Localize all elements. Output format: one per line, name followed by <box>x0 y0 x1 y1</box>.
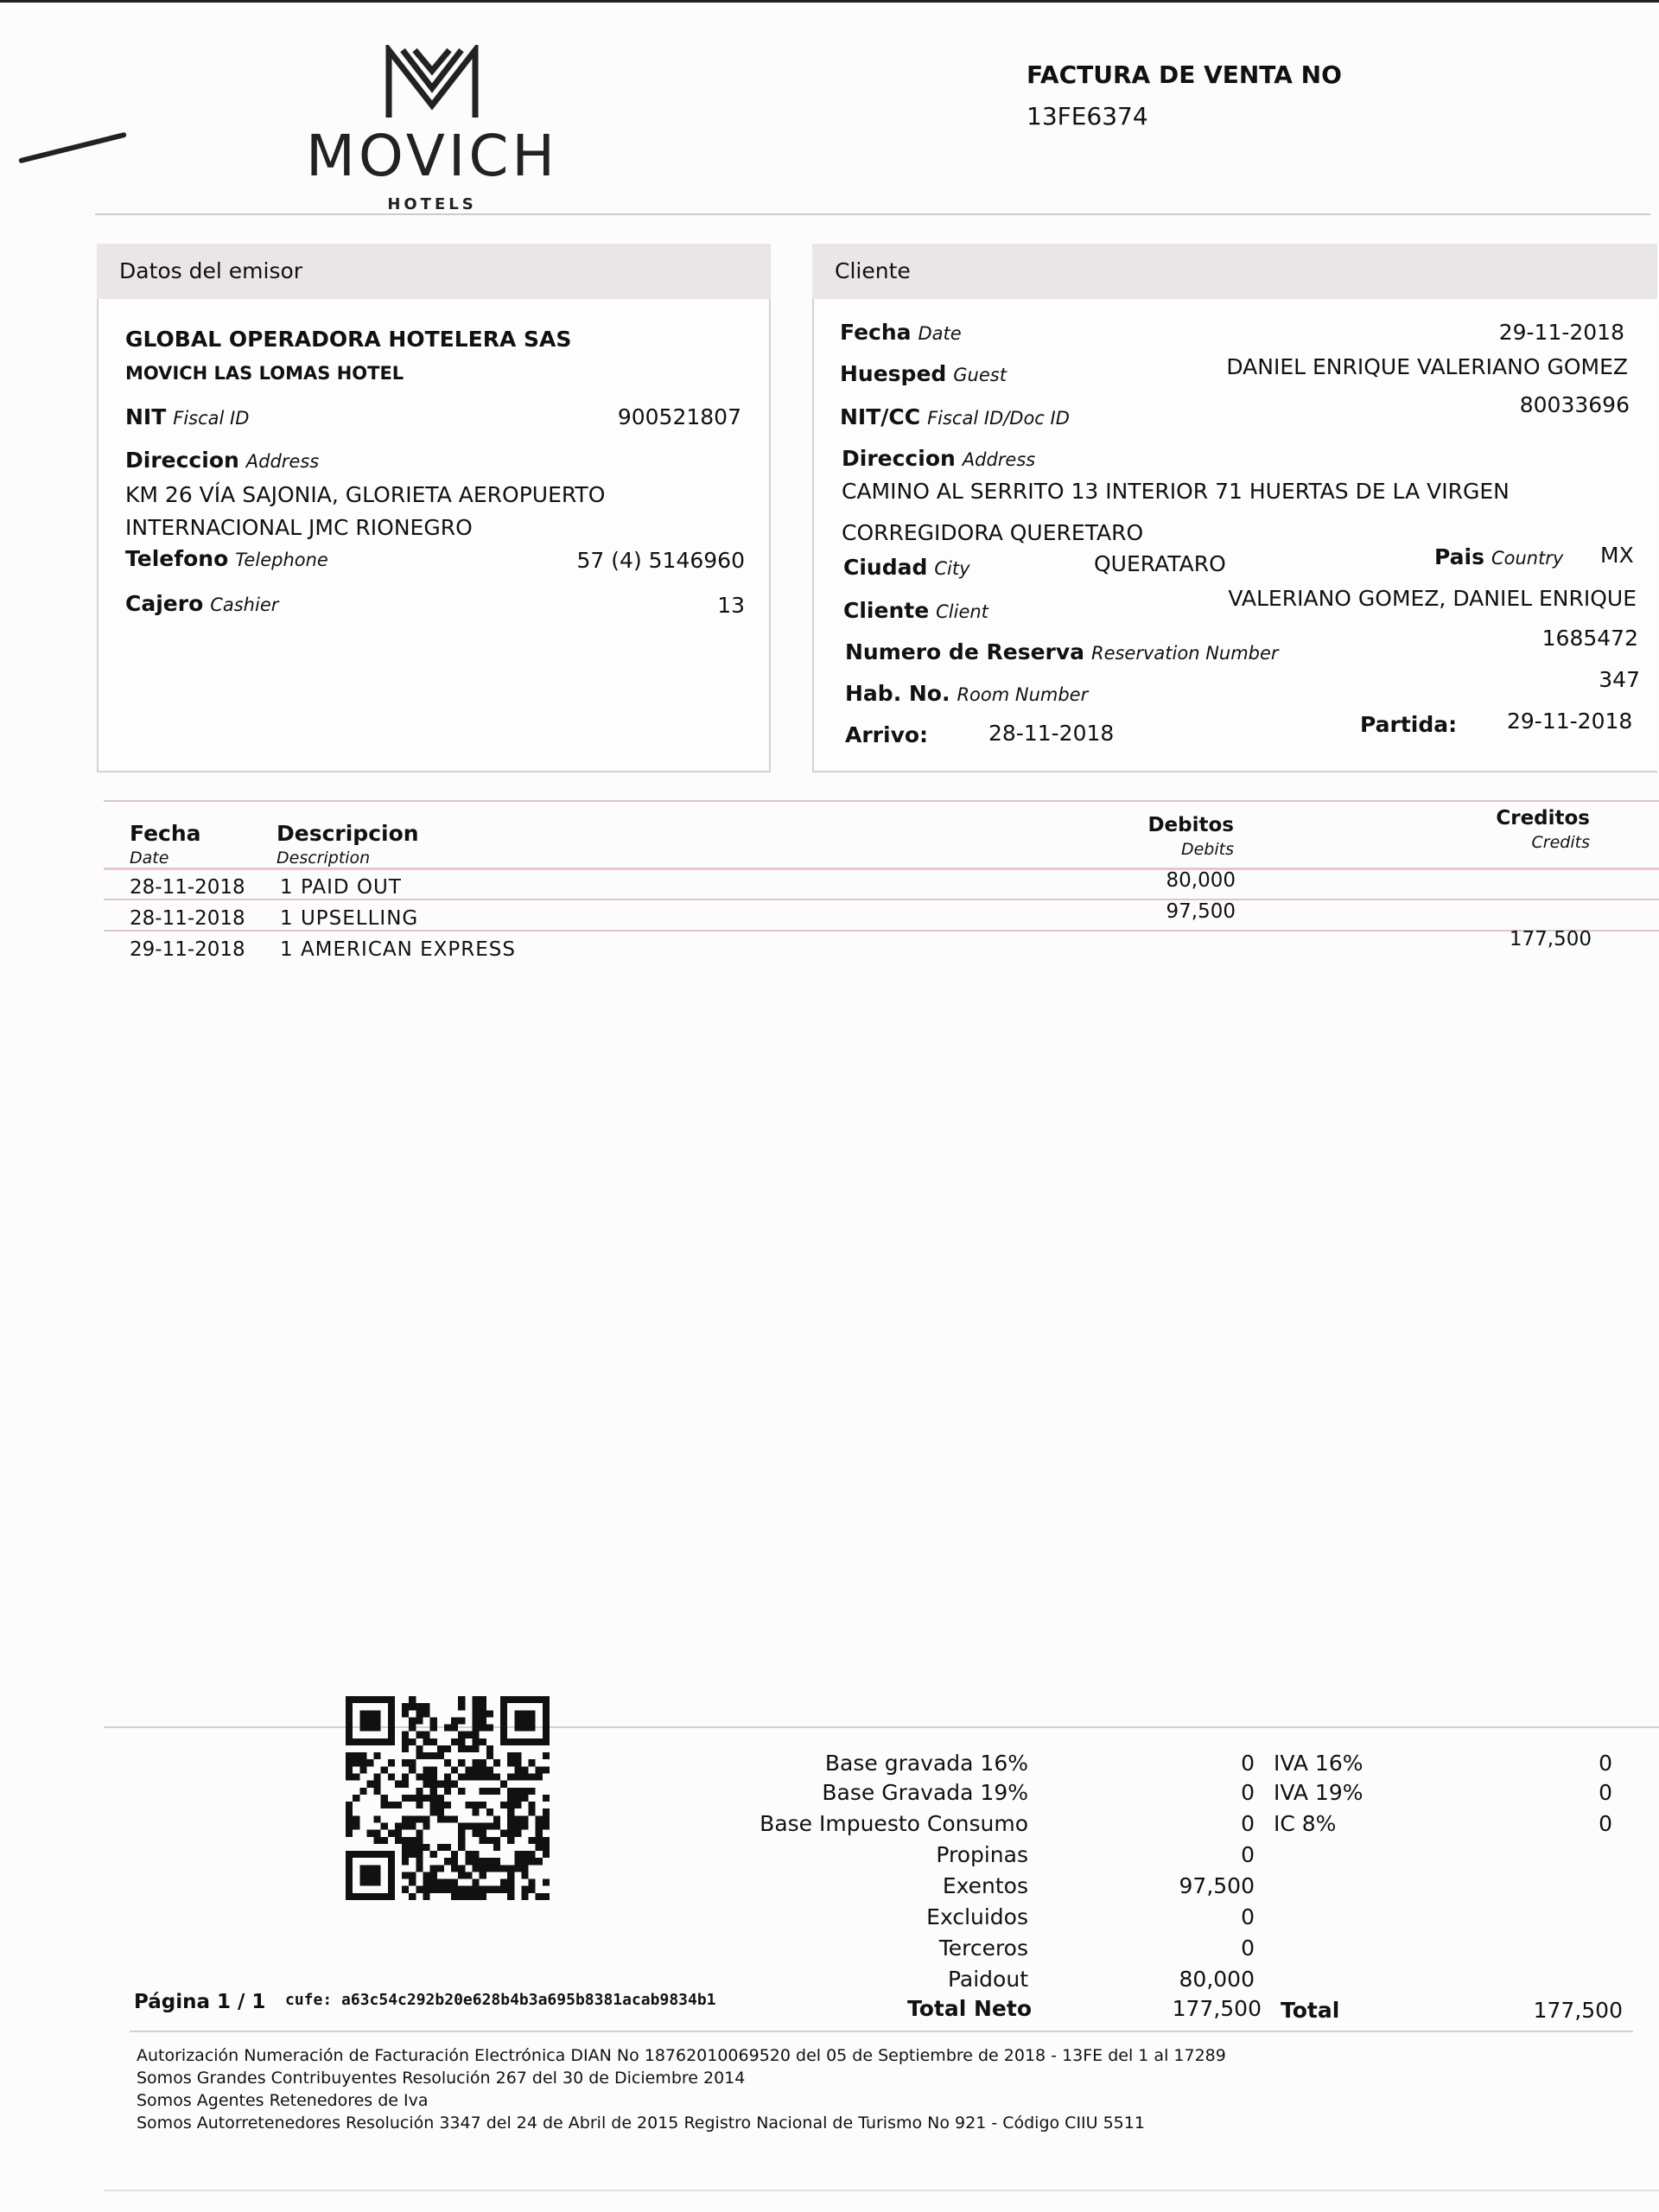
cliente-huesped-label: Huesped Guest <box>840 361 1007 386</box>
divider-top <box>95 213 1650 215</box>
col-descripcion-sub: Description <box>276 849 371 868</box>
col-creditos-sub: Credits <box>1531 833 1590 852</box>
table-top-line <box>104 800 1659 802</box>
cliente-partida-value: 29-11-2018 <box>1507 709 1633 734</box>
totals-label: Base Impuesto Consumo <box>760 1811 1028 1836</box>
row1-debit: 80,000 <box>1166 869 1236 892</box>
totals-value: 0 <box>1241 1751 1255 1776</box>
totals-value: 0 <box>1241 1936 1255 1961</box>
qr-code-image <box>346 1696 550 1900</box>
movich-m-icon <box>276 45 588 123</box>
footer-line-4: Somos Autorretenedores Resolución 3347 del 24 de Abril de 2015 Registro Nacional de Turismo No 921 - Código CIIU 5511 <box>137 2113 1145 2133</box>
emisor-nit-label: NIT Fiscal ID <box>125 404 250 429</box>
logo-word: MOVICH <box>305 123 559 189</box>
pagina: Página 1 / 1 <box>134 1991 266 2013</box>
totals-value: 97,500 <box>1179 1873 1255 1898</box>
cliente-reserva-value: 1685472 <box>1541 626 1638 651</box>
cliente-fecha-label: Fecha Date <box>840 320 962 345</box>
cliente-pais-label: Pais Country <box>1434 544 1564 569</box>
col-fecha: Fecha <box>130 821 201 846</box>
cliente-hab-value: 347 <box>1599 667 1640 692</box>
emisor-hotel: MOVICH LAS LOMAS HOTEL <box>125 363 404 384</box>
cliente-fecha-value: 29-11-2018 <box>1498 320 1624 345</box>
row1-line <box>104 899 1659 900</box>
row2-debit: 97,500 <box>1166 900 1236 923</box>
emisor-dir-line1: KM 26 VÍA SAJONIA, GLORIETA AEROPUERTO <box>125 482 606 507</box>
cliente-reserva-label: Numero de Reserva Reservation Number <box>845 639 1279 664</box>
totals-value: 80,000 <box>1179 1967 1255 1992</box>
totals-label: Base Gravada 19% <box>822 1780 1028 1805</box>
pen-mark <box>18 132 127 164</box>
cliente-pais-value: MX <box>1600 543 1634 568</box>
qr-code <box>346 1696 550 1900</box>
tax-value: 0 <box>1599 1780 1612 1805</box>
totals-label: Base gravada 16% <box>824 1751 1028 1776</box>
cliente-header: Cliente <box>812 244 1657 299</box>
col-debitos-sub: Debits <box>1180 840 1234 859</box>
totals-label: Excluidos <box>926 1904 1028 1929</box>
totals-label: Paidout <box>947 1967 1028 1992</box>
cliente-hab-label: Hab. No. Room Number <box>845 681 1089 706</box>
cufe: cufe: a63c54c292b20e628b4b3a695b8381acab9834b1 <box>285 1991 716 2009</box>
cliente-dir-line2: CORREGIDORA QUERETARO <box>842 520 1144 545</box>
cliente-dir-label: Direccion Address <box>842 446 1036 471</box>
tax-value: 0 <box>1599 1811 1612 1836</box>
cliente-arrivo-label: Arrivo: <box>845 722 929 747</box>
logo-sub: HOTELS <box>387 195 477 213</box>
footer-top-line <box>130 2031 1633 2032</box>
totals-top-line <box>104 1726 1659 1728</box>
tax-label: IC 8% <box>1274 1811 1337 1836</box>
col-descripcion: Descripcion <box>276 821 419 846</box>
emisor-dir-line2: INTERNACIONAL JMC RIONEGRO <box>125 515 473 540</box>
footer-line-2: Somos Grandes Contribuyentes Resolución 267 del 30 de Diciembre 2014 <box>137 2069 746 2088</box>
emisor-tel-label: Telefono Telephone <box>125 546 328 571</box>
cliente-nit-label: NIT/CC Fiscal ID/Doc ID <box>840 404 1070 429</box>
emisor-tel-value: 57 (4) 5146960 <box>576 548 745 573</box>
invoice-title: FACTURA DE VENTA NO <box>1027 60 1342 89</box>
totals-value: 0 <box>1241 1780 1255 1805</box>
bottom-line <box>104 2190 1659 2191</box>
cliente-partida-label: Partida: <box>1360 712 1458 737</box>
col-debitos: Debitos <box>1147 814 1234 836</box>
cliente-dir-line1: CAMINO AL SERRITO 13 INTERIOR 71 HUERTAS DE LA VIRGEN <box>842 479 1510 504</box>
emisor-header: Datos del emisor <box>97 244 771 299</box>
row3-desc: 1 AMERICAN EXPRESS <box>280 938 516 961</box>
cliente-arrivo-value: 28-11-2018 <box>988 721 1115 746</box>
cliente-ciudad-value: QUERATARO <box>1094 551 1226 576</box>
emisor-cajero-value: 13 <box>717 593 745 618</box>
cliente-cliente-label: Cliente Client <box>843 598 988 623</box>
row3-credit: 177,500 <box>1509 928 1592 950</box>
emisor-cajero-label: Cajero Cashier <box>125 591 279 616</box>
emisor-panel <box>97 244 771 772</box>
table-header-line <box>104 868 1659 870</box>
emisor-company: GLOBAL OPERADORA HOTELERA SAS <box>125 327 572 352</box>
totals-label: Exentos <box>942 1873 1028 1898</box>
invoice-number: 13FE6374 <box>1027 102 1148 130</box>
emisor-dir-label: Direccion Address <box>125 448 320 473</box>
tax-value: 0 <box>1599 1751 1612 1776</box>
total-value: 177,500 <box>1533 1998 1623 2023</box>
movich-logo <box>276 45 588 213</box>
row1-date: 28-11-2018 <box>130 876 245 899</box>
cliente-nit-value: 80033696 <box>1519 392 1630 417</box>
footer-line-3: Somos Agentes Retenedores de Iva <box>137 2091 429 2110</box>
tax-label: IVA 19% <box>1274 1780 1363 1805</box>
col-creditos: Creditos <box>1496 807 1590 830</box>
row3-date: 29-11-2018 <box>130 938 245 961</box>
cliente-cliente-value: VALERIANO GOMEZ, DANIEL ENRIQUE <box>1228 586 1637 611</box>
totals-label: Propinas <box>936 1842 1028 1867</box>
total-label: Total <box>1281 1998 1340 2023</box>
footer-line-1: Autorización Numeración de Facturación Electrónica DIAN No 18762010069520 del 05 de Septiembre de 2018 - 13FE del 1 al 17289 <box>137 2046 1226 2065</box>
cliente-huesped-value: DANIEL ENRIQUE VALERIANO GOMEZ <box>1226 354 1628 379</box>
totals-value: 0 <box>1241 1904 1255 1929</box>
emisor-nit-value: 900521807 <box>617 404 741 429</box>
row2-date: 28-11-2018 <box>130 907 245 930</box>
totals-value: 0 <box>1241 1811 1255 1836</box>
totals-value: 0 <box>1241 1842 1255 1867</box>
col-fecha-sub: Date <box>130 849 169 868</box>
row1-desc: 1 PAID OUT <box>280 876 402 899</box>
scan-edge <box>0 0 1659 3</box>
totals-label: Terceros <box>938 1936 1028 1961</box>
total-neto-label: Total Neto <box>906 1996 1032 2021</box>
cliente-ciudad-label: Ciudad City <box>843 555 970 580</box>
row2-desc: 1 UPSELLING <box>280 907 419 930</box>
tax-label: IVA 16% <box>1274 1751 1363 1776</box>
total-neto-value: 177,500 <box>1172 1996 1262 2021</box>
